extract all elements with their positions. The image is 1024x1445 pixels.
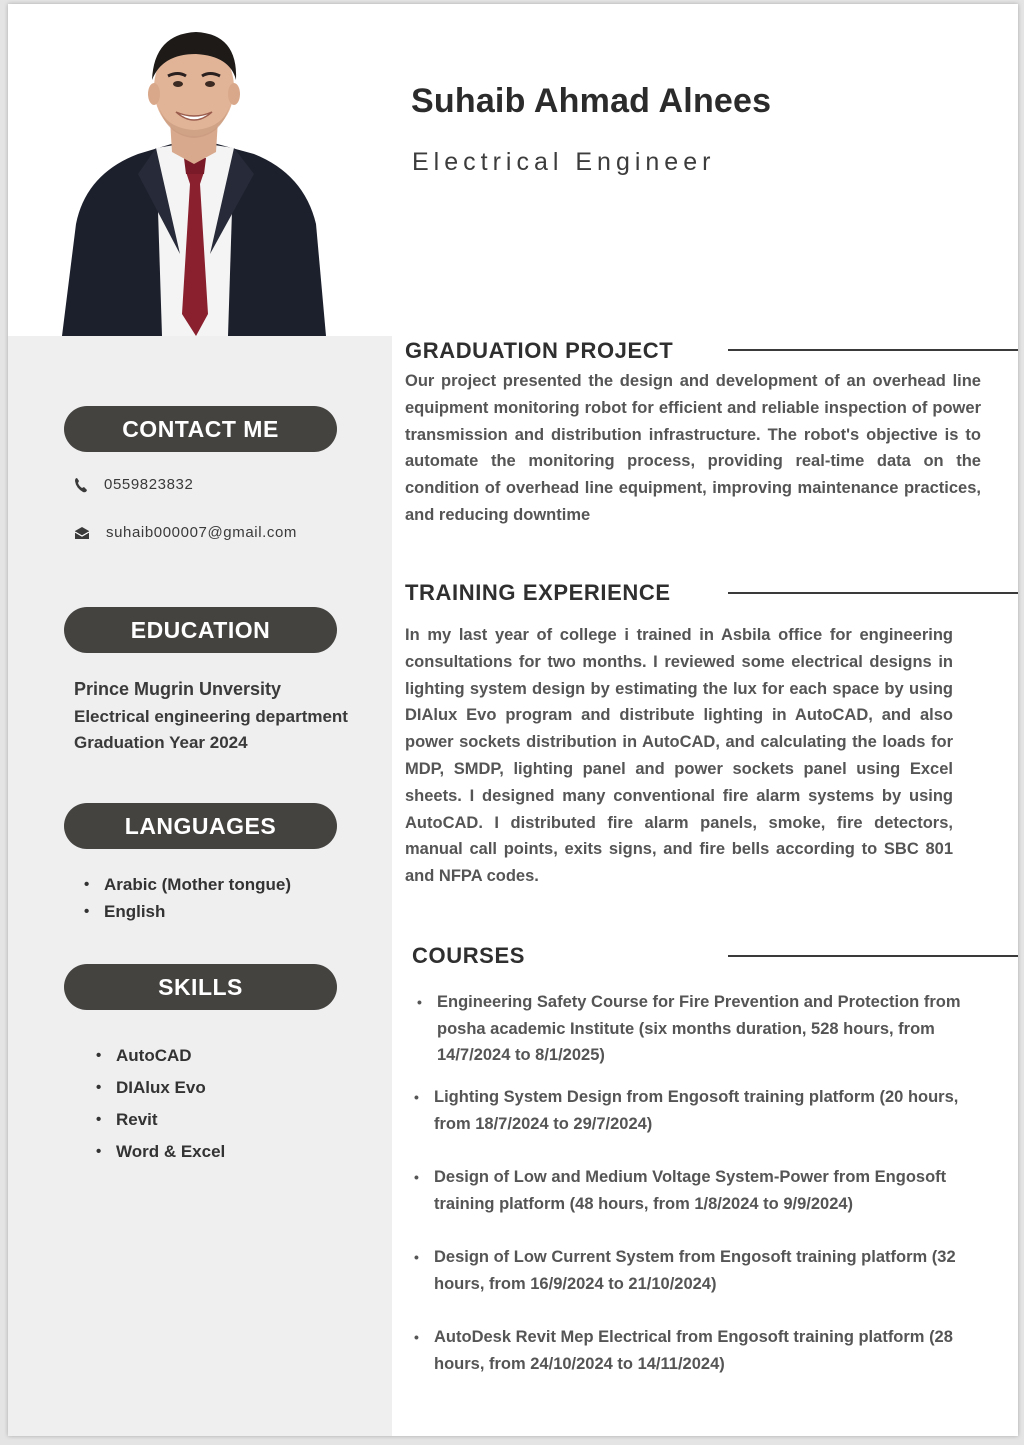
education-block [74, 676, 348, 756]
skills-list [84, 1040, 225, 1168]
phone-icon [74, 477, 88, 493]
phone-row [74, 476, 193, 493]
graduation-year: Graduation Year 2024 [74, 733, 248, 752]
graduation-project-heading: GRADUATION PROJECT [405, 338, 674, 363]
course-item: • Design of Low Current System from Engosoft training platform (32 hours, from 16/9/2024 to 21/10/2024) [412, 1244, 995, 1297]
languages-list [72, 872, 291, 925]
candidate-title: Electrical Engineer [412, 148, 716, 176]
languages-heading: LANGUAGES [64, 803, 337, 849]
training-heading: TRAINING EXPERIENCE [405, 580, 671, 605]
language-item: • Arabic (Mother tongue) [72, 872, 291, 899]
university-name: Prince Mugrin Unversity [74, 679, 282, 699]
language-item: • English [72, 899, 291, 926]
section-divider [728, 955, 1018, 957]
skill-item: • Word & Excel [84, 1136, 225, 1168]
training-text: In my last year of college i trained in Asbila office for engineering consultations for two months. I reviewed some electrical designs in lighting system design by estimating the lux for each space by using DIAlux Evo program and distribute lighting in AutoCAD, and also power sockets distribution in AutoCAD, and calculating the loads for MDP, SMDP, lighting panel and power sockets panel using Excel sheets. I designed many conventional fire alarm systems by using AutoCAD. I distributed fire alarm panels, smoke, fire detectors, manual call points, exits signs, and fire bells according to SBC 801 and NFPA codes. [405, 626, 953, 886]
email-row [74, 524, 297, 541]
candidate-name: Suhaib Ahmad Alnees [411, 82, 772, 120]
courses-heading: COURSES [412, 943, 525, 968]
section-divider [728, 349, 1018, 351]
department: Electrical engineering department [74, 707, 348, 726]
course-item: • Lighting System Design from Engosoft training platform (20 hours, from 18/7/2024 to 29/7/2024) [412, 1084, 995, 1137]
skill-item: • DIAlux Evo [84, 1072, 225, 1104]
skill-item: • Revit [84, 1104, 225, 1136]
phone-number[interactable]: 0559823832 [104, 476, 194, 493]
skills-heading: SKILLS [64, 964, 337, 1010]
resume-page [8, 4, 1018, 1436]
contact-heading: CONTACT ME [64, 406, 337, 452]
envelope-icon [74, 526, 90, 540]
course-item: • AutoDesk Revit Mep Electrical from Engosoft training platform (28 hours, from 24/10/2024 to 14/11/2024) [412, 1324, 995, 1377]
section-divider [728, 592, 1018, 594]
profile-photo [58, 24, 330, 336]
course-item: • Design of Low and Medium Voltage System-Power from Engosoft training platform (48 hours, from 1/8/2024 to 9/9/2024) [412, 1164, 995, 1217]
education-heading: EDUCATION [64, 607, 337, 653]
email-address[interactable]: suhaib000007@gmail.com [106, 524, 298, 541]
skill-item: • AutoCAD [84, 1040, 225, 1072]
course-item: • Engineering Safety Course for Fire Prevention and Protection from posha academic Institute (six months duration, 528 hours, from 14/7/2024 to 8/1/2025) [415, 989, 980, 1069]
graduation-project-text: Our project presented the design and development of an overhead line equipment monitoring robot for efficient and reliable inspection of power transmission and distribution infrastructure. The robot's objective is to automate the monitoring process, providing real-time data on the condition of overhead line equipment, improving maintenance practices, and reducing downtime [405, 372, 981, 524]
